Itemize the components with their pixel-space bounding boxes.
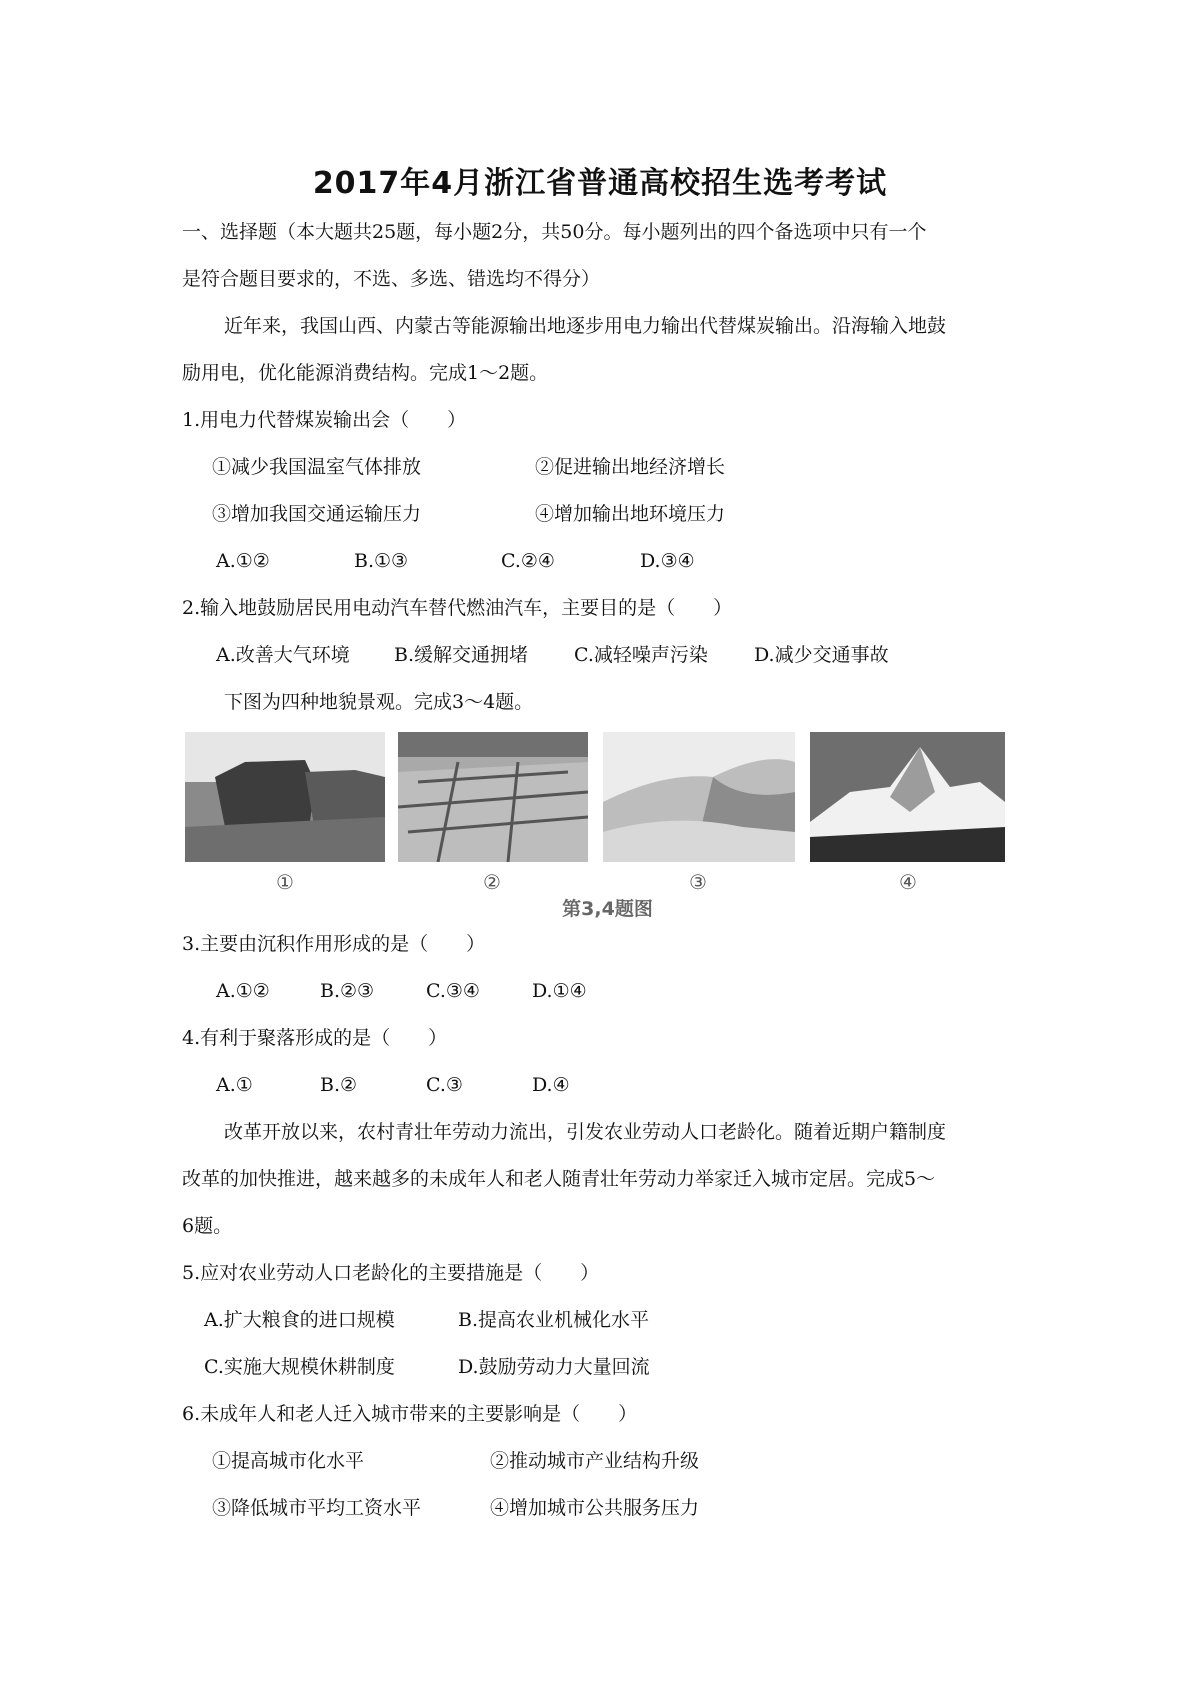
question-2-stem: 2.输入地鼓励居民用电动汽车替代燃油汽车，主要目的是（ ） xyxy=(182,597,733,619)
intro-3-line-2: 改革的加快推进，越来越多的未成年人和老人随青壮年劳动力举家迁入城市定居。完成5～ xyxy=(182,1168,936,1190)
page-title: 2017年4月浙江省普通高校招生选考考试 xyxy=(312,166,888,201)
question-5-option-b: B.提高农业机械化水平 xyxy=(458,1309,650,1331)
question-6-item-3: ③降低城市平均工资水平 xyxy=(212,1497,422,1519)
question-3-option-d: D.①④ xyxy=(532,980,587,1002)
question-6-stem: 6.未成年人和老人迁入城市带来的主要影响是（ ） xyxy=(182,1403,638,1425)
section-heading-line-1: 一、选择题（本大题共25题，每小题2分，共50分。每小题列出的四个备选项中只有一个 xyxy=(182,221,927,243)
question-3-option-c: C.③④ xyxy=(426,980,480,1002)
question-1-item-3: ③增加我国交通运输压力 xyxy=(212,503,422,525)
question-1-item-4: ④增加输出地环境压力 xyxy=(535,503,726,525)
question-2-option-a: A.改善大气环境 xyxy=(216,644,350,666)
question-6-item-4: ④增加城市公共服务压力 xyxy=(490,1497,700,1519)
question-1-option-b: B.①③ xyxy=(354,550,409,572)
question-1-option-c: C.②④ xyxy=(501,550,555,572)
landform-figure xyxy=(185,732,1030,920)
landform-label-3: ③ xyxy=(689,870,707,894)
figure-caption: 第3,4题图 xyxy=(562,898,653,920)
intro-2: 下图为四种地貌景观。完成3～4题。 xyxy=(224,691,534,713)
landform-label-4: ④ xyxy=(899,870,917,894)
question-3-stem: 3.主要由沉积作用形成的是（ ） xyxy=(182,933,486,955)
landform-label-2: ② xyxy=(483,870,501,894)
question-4-stem: 4.有利于聚落形成的是（ ） xyxy=(182,1027,448,1049)
intro-1-line-1: 近年来，我国山西、内蒙古等能源输出地逐步用电力输出代替煤炭输出。沿海输入地鼓 xyxy=(224,315,947,337)
question-1-option-a: A.①② xyxy=(216,550,270,572)
landform-photo-1-coastal-cliff xyxy=(185,732,385,862)
question-2-option-b: B.缓解交通拥堵 xyxy=(394,644,529,666)
question-1-item-1: ①减少我国温室气体排放 xyxy=(212,456,422,478)
landform-photo-2-alluvial-plain xyxy=(398,732,588,862)
question-1-stem: 1.用电力代替煤炭输出会（ ） xyxy=(182,409,467,431)
question-6-item-2: ②推动城市产业结构升级 xyxy=(490,1450,700,1472)
question-1-item-2: ②促进输出地经济增长 xyxy=(535,456,726,478)
landform-photo-3-sand-dunes xyxy=(603,732,795,862)
section-heading-line-2: 是符合题目要求的，不选、多选、错选均不得分） xyxy=(182,268,601,290)
question-5-option-d: D.鼓励劳动力大量回流 xyxy=(458,1356,650,1378)
question-4-option-d: D.④ xyxy=(532,1074,570,1096)
question-3-option-b: B.②③ xyxy=(320,980,375,1002)
question-4-option-a: A.① xyxy=(216,1074,253,1096)
question-3-option-a: A.①② xyxy=(216,980,270,1002)
question-5-stem: 5.应对农业劳动人口老龄化的主要措施是（ ） xyxy=(182,1262,600,1284)
question-4-option-b: B.② xyxy=(320,1074,358,1096)
question-5-option-c: C.实施大规模休耕制度 xyxy=(204,1356,395,1378)
intro-3-line-1: 改革开放以来，农村青壮年劳动力流出，引发农业劳动人口老龄化。随着近期户籍制度 xyxy=(224,1121,947,1143)
question-5-option-a: A.扩大粮食的进口规模 xyxy=(204,1309,395,1331)
landform-photo-4-snow-mountain xyxy=(810,732,1005,862)
intro-1-line-2: 励用电，优化能源消费结构。完成1～2题。 xyxy=(182,362,549,384)
question-6-item-1: ①提高城市化水平 xyxy=(212,1450,365,1472)
question-1-option-d: D.③④ xyxy=(640,550,695,572)
question-2-option-c: C.减轻噪声污染 xyxy=(574,644,708,666)
question-4-option-c: C.③ xyxy=(426,1074,463,1096)
intro-3-line-3: 6题。 xyxy=(182,1215,233,1237)
landform-label-1: ① xyxy=(276,870,294,894)
question-2-option-d: D.减少交通事故 xyxy=(754,644,889,666)
